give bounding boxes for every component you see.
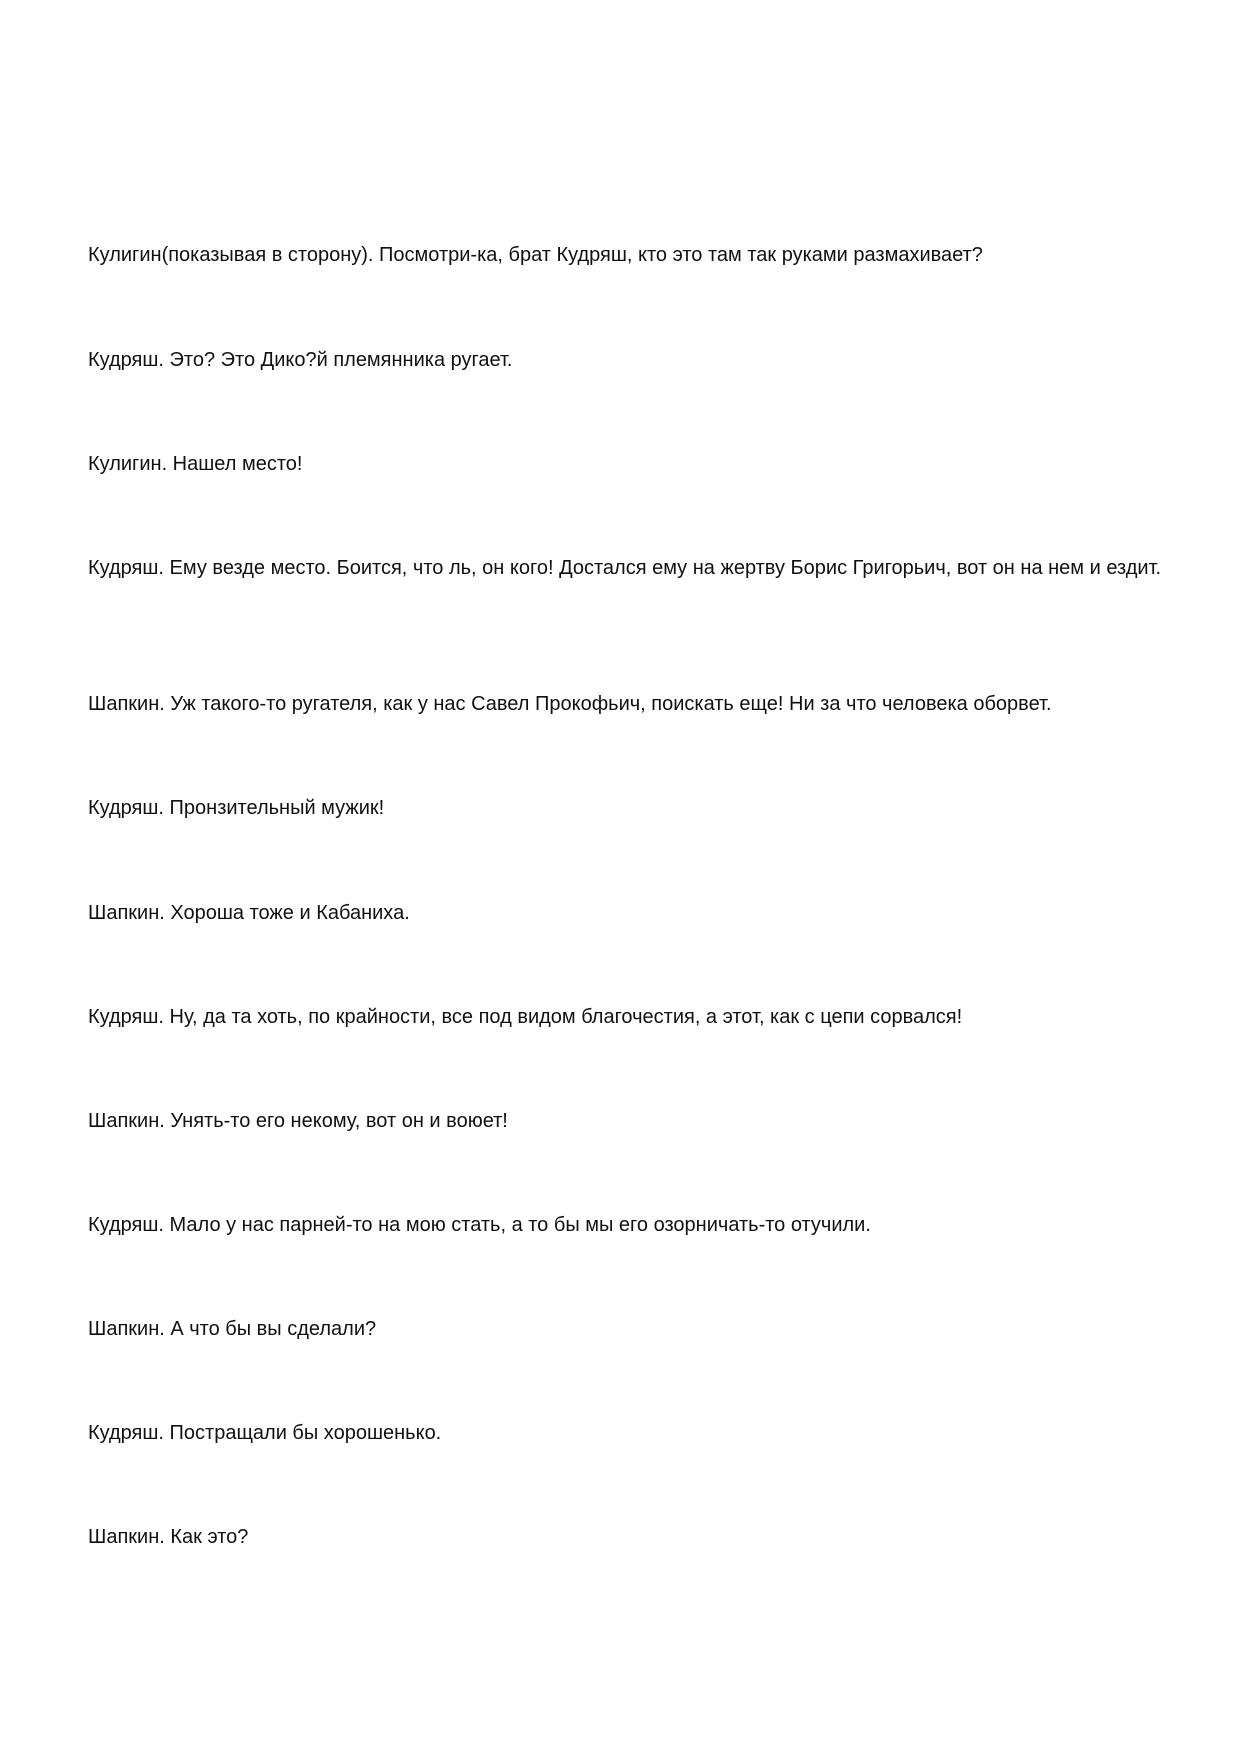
paragraph-kudryash-6: Кудряш. Постращали бы хорошенько.: [88, 1422, 442, 1444]
paragraph-kudryash-4: Кудряш. Ну, да та хоть, по крайности, все под видом благочестия, а этот, как с цепи сорвался!: [88, 1006, 963, 1028]
paragraph-kudryash-2: Кудряш. Ему везде место. Боится, что ль, он кого! Достался ему на жертву Борис Григорьич, вот он на нем и ездит.: [88, 557, 1162, 579]
paragraph-shapkin-1: Шапкин. Уж такого-то ругателя, как у нас Савел Прокофьич, поискать еще! Ни за что человека оборвет.: [88, 693, 1052, 715]
paragraph-shapkin-3: Шапкин. Унять-то его некому, вот он и воюет!: [88, 1110, 508, 1132]
paragraph-shapkin-4: Шапкин. А что бы вы сделали?: [88, 1318, 377, 1340]
paragraph-shapkin-2: Шапкин. Хороша тоже и Кабаниха.: [88, 902, 410, 924]
paragraph-kudryash-1: Кудряш. Это? Это Дико?й племянника ругает.: [88, 349, 513, 371]
paragraph-shapkin-5: Шапкин. Как это?: [88, 1526, 249, 1548]
paragraph-kuligin-2: Кулигин. Нашел место!: [88, 453, 303, 475]
paragraph-kudryash-5: Кудряш. Мало у нас парней-то на мою стать, а то бы мы его озорничать-то отучили.: [88, 1214, 871, 1236]
paragraph-kudryash-3: Кудряш. Пронзительный мужик!: [88, 797, 385, 819]
paragraph-kuligin-1: Кулигин(показывая в сторону). Посмотри-ка, брат Кудряш, кто это там так руками размахивает?: [88, 244, 983, 266]
